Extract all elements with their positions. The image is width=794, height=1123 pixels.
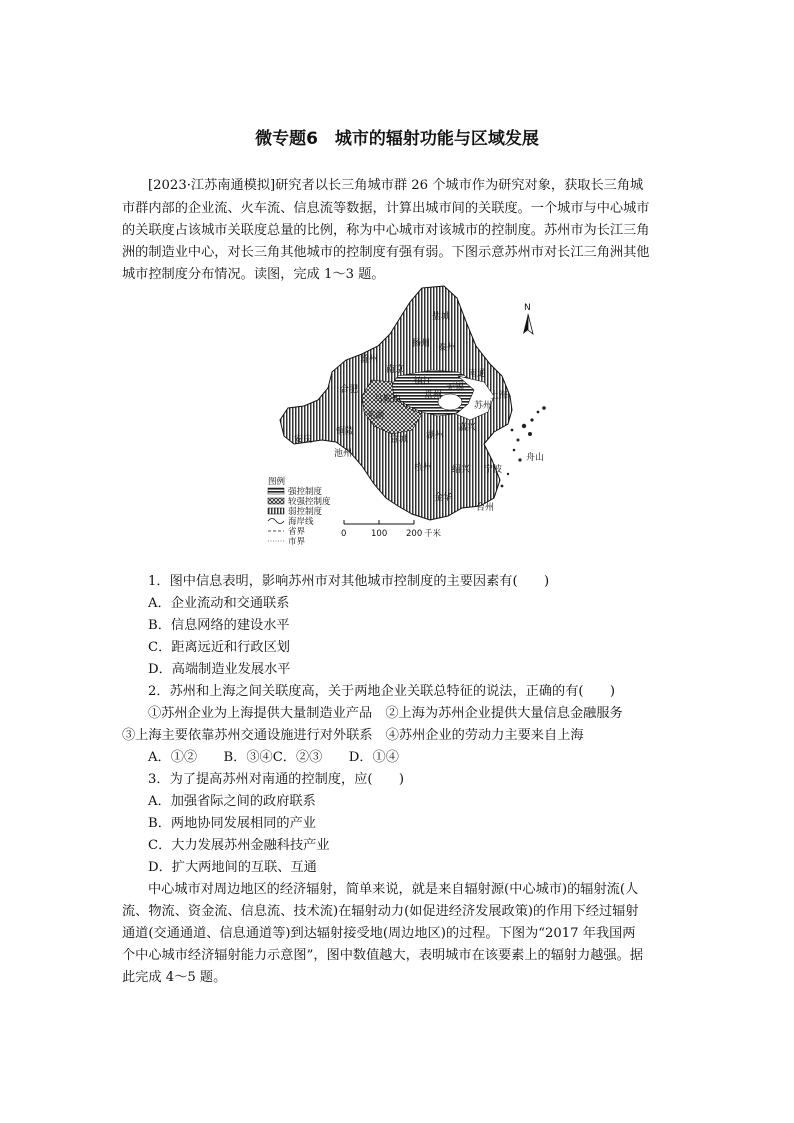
option-d: D．高端制造业发展水平 (148, 662, 291, 677)
legend-item: 海岸线 (288, 517, 314, 527)
intro2-line: 通道(交通通道、信息通道等)到达辐射接受地(周边地区)的过程。下图为“2017 年我国两 (122, 926, 636, 941)
intro2-line: 流、物流、资金流、信息流、技术流)在辐射动力(如促进经济发展政策)的作用下经过辐射 (122, 904, 639, 919)
city-label: 南京 (386, 365, 405, 375)
option-line: A．①② B．③④C．②③ D．①④ (148, 750, 399, 765)
city-label: 芜湖 (366, 411, 385, 421)
scale-unit: 千米 (424, 529, 442, 539)
question-stem: 2．苏州和上海之间关联度高，关于两地企业关联总特征的说法，正确的有( ) (148, 684, 616, 699)
option-b: B．两地协同发展相同的产业 (148, 816, 316, 831)
intro1-line: 的关联度占该城市关联度总量的比例，称为中心城市对该城市的控制度。苏州市为长江三角 (122, 223, 650, 238)
option-c: C．距离远近和行政区划 (148, 640, 290, 655)
city-label: 铜陵 (336, 427, 355, 437)
option-a: A．企业流动和交通联系 (148, 596, 290, 611)
scale-tick: 0 (341, 529, 347, 539)
intro2-line: 个中心城市经济辐射能力示意图”，图中数值越大，表明城市在该要素上的辐射力越强。据 (122, 948, 644, 963)
intro1-line: [2023·江苏南通模拟]研究者以长三角城市群 26 个城市作为研究对象，获取长三角城 (148, 178, 644, 193)
legend-item: 较强控制度 (288, 497, 331, 507)
city-label: 马鞍山 (374, 395, 402, 405)
legend-title: 图例 (268, 477, 286, 487)
city-label: 湖州 (426, 431, 445, 441)
legend-item: 弱控制度 (288, 507, 323, 517)
city-label: 绍兴 (452, 465, 471, 475)
city-label: 泰州 (438, 343, 457, 353)
legend-item: 省界 (288, 527, 306, 537)
north-label: N (524, 303, 531, 313)
question-stem: 3．为了提高苏州对南通的控制度，应( ) (148, 772, 405, 787)
city-label: 杭州 (414, 463, 433, 473)
option-a: A．加强省际之间的政府联系 (148, 794, 316, 809)
city-label: 嘉兴 (458, 423, 477, 433)
map-legend (268, 476, 331, 546)
option-c: C．大力发展苏州金融科技产业 (148, 838, 330, 853)
statement-line: ①苏州企业为上海提供大量制造业产品 ②上海为苏州企业提供大量信息金融服务 (148, 706, 623, 721)
scale-tick: 200 (406, 529, 423, 539)
city-label: 台州 (476, 503, 495, 513)
city-label: 安庆 (294, 435, 313, 445)
city-label: 金华 (434, 493, 453, 503)
city-label: 盐城 (432, 312, 451, 322)
city-label: 上海 (490, 391, 509, 401)
city-label: 苏州 (474, 401, 493, 411)
city-label: 无锡 (446, 383, 465, 393)
intro1-line: 城市控制度分布情况。读图，完成 1～3 题。 (122, 267, 385, 282)
city-label: 滁州 (360, 355, 379, 365)
scale-tick: 100 (371, 529, 388, 539)
city-label: 南通 (468, 369, 487, 379)
city-label: 舟山 (526, 453, 545, 463)
intro1-line: 洲的制造业中心，对长三角其他城市的控制度有强有弱。下图示意苏州市对长江三角洲其他 (122, 245, 650, 260)
city-label: 池州 (334, 449, 353, 459)
city-label: 镇江 (414, 377, 433, 387)
control-degree-map (262, 284, 568, 546)
city-label: 扬州 (412, 339, 431, 349)
question-stem: 1．图中信息表明，影响苏州市对其他城市控制度的主要因素有( ) (148, 574, 550, 589)
city-label: 宣城 (390, 435, 409, 445)
intro2-line: 此完成 4～5 题。 (122, 970, 227, 985)
city-label: 常州 (424, 391, 443, 401)
legend-item: 强控制度 (288, 487, 323, 497)
page-title: 微专题6 城市的辐射功能与区域发展 (255, 129, 539, 149)
map-scale-bar (341, 520, 442, 539)
statement-line: ③上海主要依靠苏州交通设施进行对外联系 ④苏州企业的劳动力主要来自上海 (122, 728, 584, 743)
option-b: B．信息网络的建设水平 (148, 618, 290, 633)
legend-item: 市界 (288, 537, 306, 546)
city-label: 合肥 (340, 385, 359, 395)
option-d: D．扩大两地间的互联、互通 (148, 860, 317, 875)
intro2-line: 中心城市对周边地区的经济辐射，简单来说，就是来自辐射源(中心城市)的辐射流(人 (148, 882, 639, 897)
north-arrow-icon (523, 303, 533, 334)
intro1-line: 市群内部的企业流、火车流、信息流等数据，计算出城市间的关联度。一个城市与中心城市 (122, 201, 650, 216)
city-label: 宁波 (484, 465, 503, 475)
